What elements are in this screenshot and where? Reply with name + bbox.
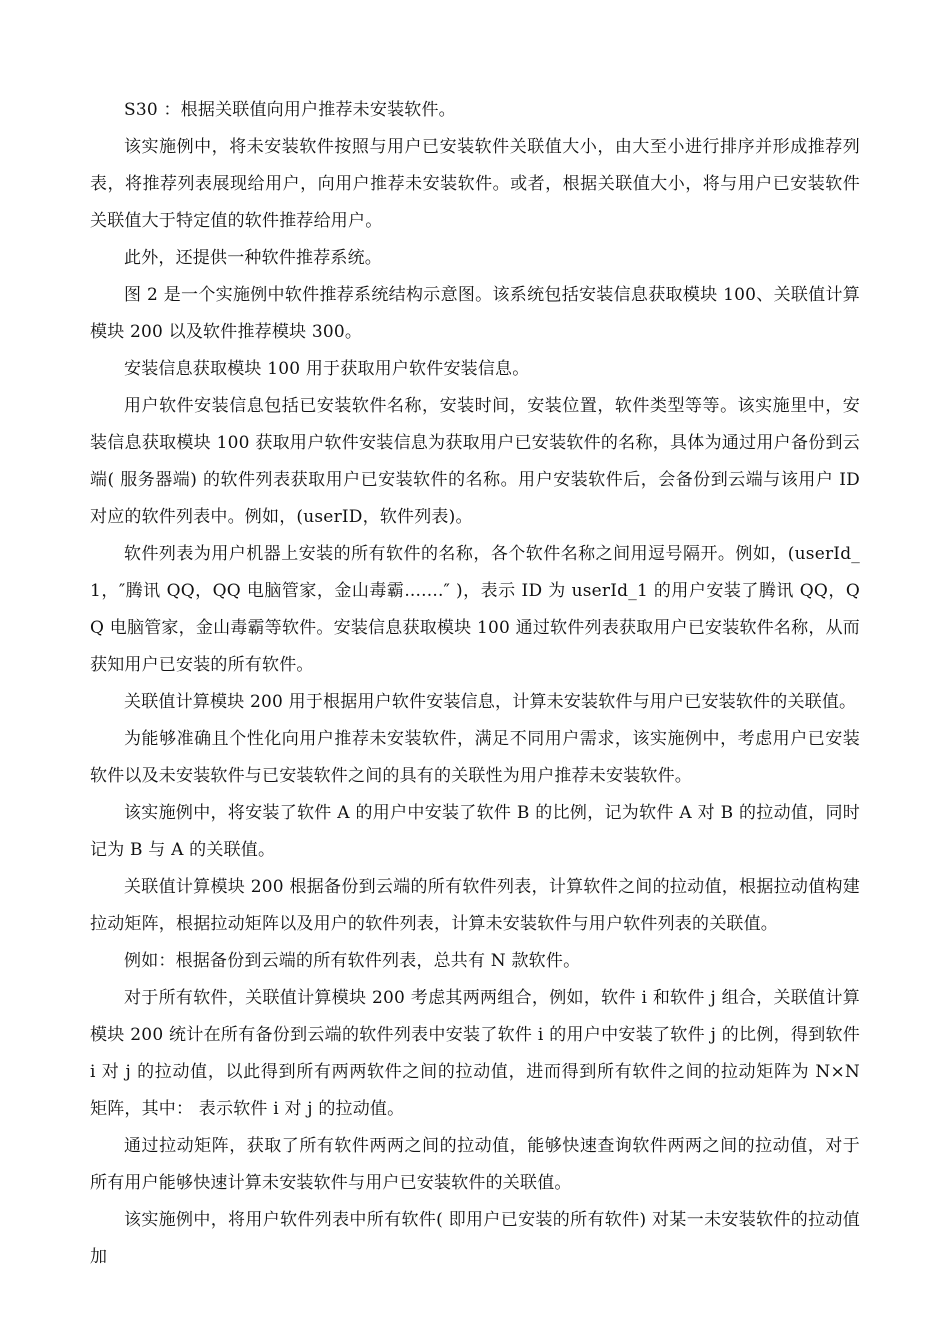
paragraph-software-list: 软件列表为用户机器上安装的所有软件的名称，各个软件名称之间用逗号隔开。例如，(userId_1，″腾讯 QQ，QQ 电脑管家，金山毒霸.......″ )，表示 ID 为 userId_1 的用户安装了腾讯 QQ，QQ 电脑管家，金山毒霸等软件。安装信息获取模块 100 通过软件列表获取用户已安装软件名称，从而获知用户已安装的所有软件。 xyxy=(90,544,860,675)
paragraph-install-info: 用户软件安装信息包括已安装软件名称，安装时间，安装位置，软件类型等等。该实施里中，安装信息获取模块 100 获取用户软件安装信息为获取用户已安装软件的名称，具体为通过用户备份到云端( 服务器端) 的软件列表获取用户已安装软件的名称。用户安装软件后，会备份到云端与该用户 ID 对应的软件列表中。例如，(userID，软件列表)。 xyxy=(90,396,860,527)
paragraph-s30: S30 ：根据关联值向用户推荐未安装软件。 xyxy=(124,100,456,120)
paragraph-module-100: 安装信息获取模块 100 用于获取用户软件安装信息。 xyxy=(124,359,530,379)
document-body xyxy=(90,92,860,1276)
paragraph-pull-matrix: 关联值计算模块 200 根据备份到云端的所有软件列表，计算软件之间的拉动值，根据拉动值构建拉动矩阵，根据拉动矩阵以及用户的软件列表，计算未安装软件与用户软件列表的关联值。 xyxy=(90,877,860,934)
paragraph-personalized: 为能够准确且个性化向用户推荐未安装软件，满足不同用户需求，该实施例中，考虑用户已安装软件以及未安装软件与已安装软件之间的具有的关联性为用户推荐未安装软件。 xyxy=(90,729,860,786)
paragraph-pull-value: 该实施例中，将安装了软件 A 的用户中安装了软件 B 的比例，记为软件 A 对 B 的拉动值，同时记为 B 与 A 的关联值。 xyxy=(90,803,860,860)
paragraph-recommend-list: 该实施例中，将未安装软件按照与用户已安装软件关联值大小，由大至小进行排序并形成推荐列表，将推荐列表展现给用户，向用户推荐未安装软件。或者，根据关联值大小，将与用户已安装软件关联值大于特定值的软件推荐给用户。 xyxy=(90,137,860,231)
paragraph-figure-2: 图 2 是一个实施例中软件推荐系统结构示意图。该系统包括安装信息获取模块 100、关联值计算模块 200 以及软件推荐模块 300。 xyxy=(90,285,860,342)
paragraph-module-200: 关联值计算模块 200 用于根据用户软件安装信息，计算未安装软件与用户已安装软件的关联值。 xyxy=(124,692,857,712)
paragraph-sum: 该实施例中，将用户软件列表中所有软件( 即用户已安装的所有软件) 对某一未安装软件的拉动值加 xyxy=(90,1210,860,1267)
paragraph-fast-query: 通过拉动矩阵，获取了所有软件两两之间的拉动值，能够快速查询软件两两之间的拉动值，对于所有用户能够快速计算未安装软件与用户已安装软件的关联值。 xyxy=(90,1136,860,1193)
paragraph-example-n: 例如：根据备份到云端的所有软件列表，总共有 N 款软件。 xyxy=(124,951,581,971)
paragraph-pairwise: 对于所有软件，关联值计算模块 200 考虑其两两组合，例如，软件 i 和软件 j 组合，关联值计算模块 200 统计在所有备份到云端的软件列表中安装了软件 i 的用户中安装了软件 j 的比例，得到软件 i 对 j 的拉动值，以此得到所有两两软件之间的拉动值，进而得到所有软件之间的拉动矩阵为 N×N 矩阵，其中： 表示软件 i 对 j 的拉动值。 xyxy=(90,988,860,1119)
paragraph-system-intro: 此外，还提供一种软件推荐系统。 xyxy=(124,248,382,268)
